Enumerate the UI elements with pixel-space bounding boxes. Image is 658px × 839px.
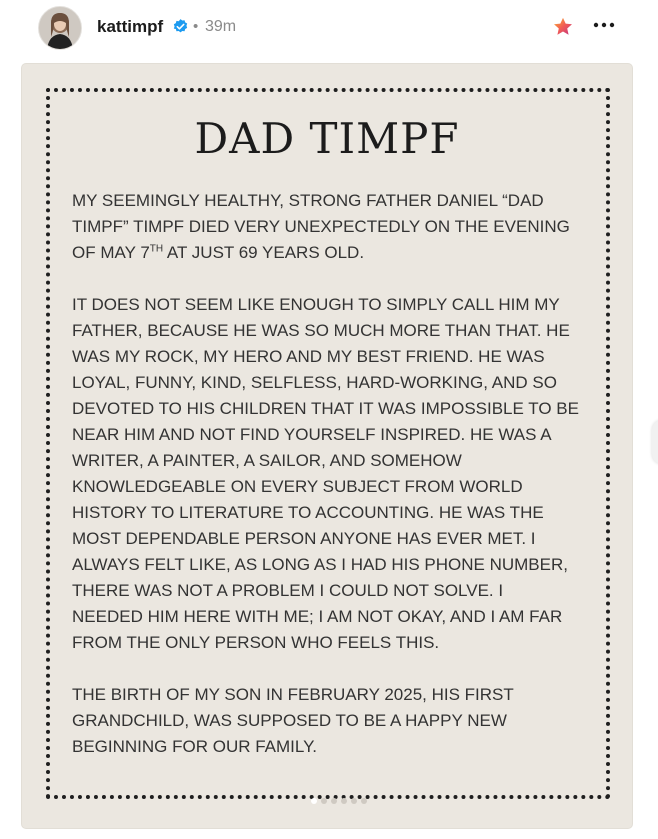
text-line: TIMPF” TIMPF DIED VERY UNEXPECTEDLY ON THE EVENING xyxy=(72,217,570,236)
text-line: MY SEEMINGLY HEALTHY, STRONG FATHER DANIEL “DAD xyxy=(72,191,544,210)
text-line: THERE WAS NOT A PROBLEM I COULD NOT SOLVE. I xyxy=(72,581,504,600)
text-segment: AT JUST 69 YEARS OLD. xyxy=(163,243,365,262)
text-line: ALWAYS FELT LIKE, AS LONG AS I HAD HIS PHONE NUMBER, xyxy=(72,555,568,574)
post-image-card[interactable] xyxy=(22,64,632,828)
superscript: TH xyxy=(149,243,164,255)
next-slide-button[interactable] xyxy=(652,420,658,464)
text-line: DEVOTED TO HIS CHILDREN THAT IT WAS IMPOSSIBLE TO BE xyxy=(72,399,579,418)
post-header xyxy=(0,0,658,56)
star-icon[interactable] xyxy=(552,16,574,38)
verified-badge-icon xyxy=(172,18,189,35)
text-line: THE BIRTH OF MY SON IN FEBRUARY 2025, HIS FIRST xyxy=(72,685,514,704)
carousel-dot-5[interactable] xyxy=(351,798,357,804)
text-line: FATHER, BECAUSE HE WAS SO MUCH MORE THAN THAT. HE xyxy=(72,321,570,340)
text-line: NEAR HIM AND NOT FIND YOURSELF INSPIRED. HE WAS A xyxy=(72,425,552,444)
paragraph-1 xyxy=(72,188,592,266)
paragraph-3 xyxy=(72,682,592,760)
text-line: GRANDCHILD, WAS SUPPOSED TO BE A HAPPY NEW xyxy=(72,711,507,730)
post-title: DAD TIMPF xyxy=(194,114,460,163)
text-line xyxy=(72,240,592,266)
carousel-dot-6[interactable] xyxy=(361,798,367,804)
text-line: WAS MY ROCK, MY HERO AND MY BEST FRIEND. HE WAS xyxy=(72,347,545,366)
text-line: WRITER, A PAINTER, A SAILOR, AND SOMEHOW xyxy=(72,451,462,470)
carousel-dot-4[interactable] xyxy=(341,798,347,804)
profile-photo-icon xyxy=(39,7,81,49)
text-line: LOYAL, FUNNY, KIND, SELFLESS, HARD-WORKING, AND SO xyxy=(72,373,557,392)
separator-dot: • xyxy=(193,18,199,35)
text-line: HISTORY TO LITERATURE TO ACCOUNTING. HE WAS THE xyxy=(72,503,544,522)
text-line: NEEDED HIM HERE WITH ME; I AM NOT OKAY, AND I AM FAR xyxy=(72,607,563,626)
carousel-dot-2[interactable] xyxy=(321,798,327,804)
username-link[interactable]: kattimpf xyxy=(97,17,164,36)
more-options-icon[interactable] xyxy=(590,14,618,36)
text-line: BEGINNING FOR OUR FAMILY. xyxy=(72,737,317,756)
text-line: IT DOES NOT SEEM LIKE ENOUGH TO SIMPLY CALL HIM MY xyxy=(72,295,560,314)
carousel-dot-3[interactable] xyxy=(331,798,337,804)
carousel-indicator xyxy=(311,798,367,806)
text-line: KNOWLEDGEABLE ON EVERY SUBJECT FROM WORLD xyxy=(72,477,523,496)
carousel-dot-1[interactable] xyxy=(311,798,317,804)
text-line: MOST DEPENDABLE PERSON ANYONE HAS EVER MET. I xyxy=(72,529,536,548)
text-segment: OF MAY 7 xyxy=(72,243,150,262)
avatar[interactable] xyxy=(38,6,82,50)
paragraph-2 xyxy=(72,292,592,656)
text-line: FROM THE ONLY PERSON WHO FEELS THIS. xyxy=(72,633,440,652)
timestamp[interactable]: 39m xyxy=(205,18,237,35)
